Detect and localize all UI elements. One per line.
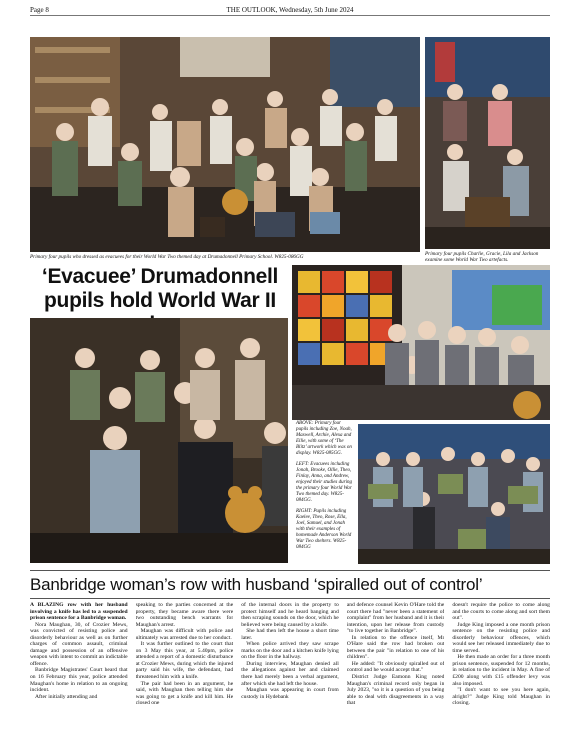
story2-column-4 [347,602,445,734]
story2-paragraph: speaking to the parties concerned at the property, they became aware there were two outstanding bench warrants for Maughan's arrest. [135,602,234,628]
story2-paragraph: During interview, Maughan denied all the allegations against her and claimed there had merely been a verbal argument, after which she had left the house. [241,660,339,687]
story2-column-3 [241,602,339,734]
side-caption-right: RIGHT: Pupils including Kaelee, Theo, Rose, Ella, Joel, Samuel, and Jonah with their examples of homemade Anderson World War Two shelters. W825-084GG [296,509,352,550]
photo-right-top [425,37,550,249]
photo-main-caption: Primary four pupils who dressed as evacuees for their World War Two themed day at Drumadonnell Primary School. W825-086GG [30,254,304,260]
artefacts-photo [425,37,550,249]
story2-paragraph: He added: "It obviously spiralled out of control and he would accept that." [346,660,445,674]
side-caption-left: LEFT: Evacuees including Jonah, Brooke, Ollie, Theo, Finlay, Anna, and Andrew, enjoyed their studies during the primary four World War Two themed day. W825-084GG. [296,462,352,503]
section-divider [30,570,550,571]
story1-side-captions [296,421,354,556]
story2-paragraph: She had then left the house a short time later. [241,628,339,641]
story2-column-2 [136,602,234,734]
photo-bottom-left [30,318,288,563]
story2-paragraph: After initially attending and [35,693,98,700]
story2-lead-paragraph [30,602,128,622]
photo-artwork [292,265,550,420]
story1-headline: ‘Evacuee’ Drumadonnell pupils hold World War II [41,265,279,312]
story2-paragraph: Banbridge Magistrates' Court heard that on 16 February this year, police attended Maughan's home in relation to an ongoing incident. [30,667,128,694]
story2-paragraph: The pair had been in an argument, he said, with Maughan then telling him she was going to get a knife and kill him. He closed one [135,680,234,707]
story2-paragraph: He then made an order for a three month prison sentence, suspended for 12 months, in relation to the incident in May. A fine of £200 along with £15 offender levy was also imposed. [452,654,550,687]
lead-bold-text: A BLAZING row with her husband involving a knife has led to a suspended prison sentence for a Banbridge woman. [30,602,128,622]
story2-body [30,602,550,734]
story2-column-5 [452,602,550,734]
side-caption-above: ABOVE: Primary four pupils including Zoe, Noah, Maxwell, Archie, Alexa and Ellie, with some of ‘The Blitz’ artwork which was on display. W825-085GG. [296,421,352,456]
story2-paragraph: It was further outlined to the court that on 3 May this year, at 5.40pm, police attended a report of a domestic disturbance at Crozier Mews, during which the injured party said his wife, the defendant, had threatened him with a knife. [135,641,234,681]
story2-headline: Banbridge woman’s row with husband ‘spiralled out of control’ [30,575,483,594]
story2-paragraph: "I don't want to see you here again, alright?" Judge King told Maughan in closing. [452,687,550,707]
story2-paragraph: of the internal doors in the property to protect himself and he heard banging and then scraping sounds on the door, which he believed were being caused by a knife. [241,602,339,628]
photo-right-top-caption: Primary four pupils Charlie, Gracie, Lila and Jackson examine some World War Two artefacts. [425,251,539,264]
story2-paragraph: Maughan was difficult with police and ultimately was arrested due to her conduct. [135,628,234,641]
page-header [30,4,550,16]
story2-paragraph: doesn't require the police to come along and the courts to come along and sort them out". [452,602,550,622]
story2-column-1 [30,602,128,734]
anderson-shelters-photo [358,424,550,564]
page-number: Page 8 [30,6,49,14]
headline-underline [30,598,550,599]
evacuees-photo [30,318,288,563]
story2-paragraph: Maughan was appearing in court from custody in Hydebank [241,687,339,700]
photo-bottom-right [358,424,550,564]
story2-paragraph: In relation to the offence itself, Mr O'Hare said the row had broken out between the pair "in relation to one of his children". [346,634,445,661]
blitz-artwork-photo [292,265,550,420]
story2-paragraph: Nora Maughan, 30, of Crozier Mews, was convicted of resisting police and disorderly behaviour as well as on further charges of common assault, criminal damage and possession of an offensive weapon with intent to commit an indictable offence. [30,621,128,667]
evacuee-group-photo [30,37,420,252]
story2-paragraph: Judge King imposed a one month prison sentence on the resisting police and disorderly behaviour offences, which would see her released immediately due to time served. [452,621,550,654]
story2-paragraph: District Judge Eamonn King noted Maughan's criminal record only began in July 2023, "so it is a question of you being able to deal with disagreements in a way that [346,674,445,707]
story2-paragraph: When police arrived they saw scrape marks on the door and a kitchen knife lying on the floor in the hallway. [241,641,339,661]
photo-main [30,37,420,252]
story2-paragraph: and defence counsel Kevin O'Hare told the court there had "never been a statement of complaint" from her husband and it is their intention, upon her release from custody "to live together in Banbridge". [346,602,445,635]
masthead: THE OUTLOOK, Wednesday, 5th June 2024 [226,6,354,14]
